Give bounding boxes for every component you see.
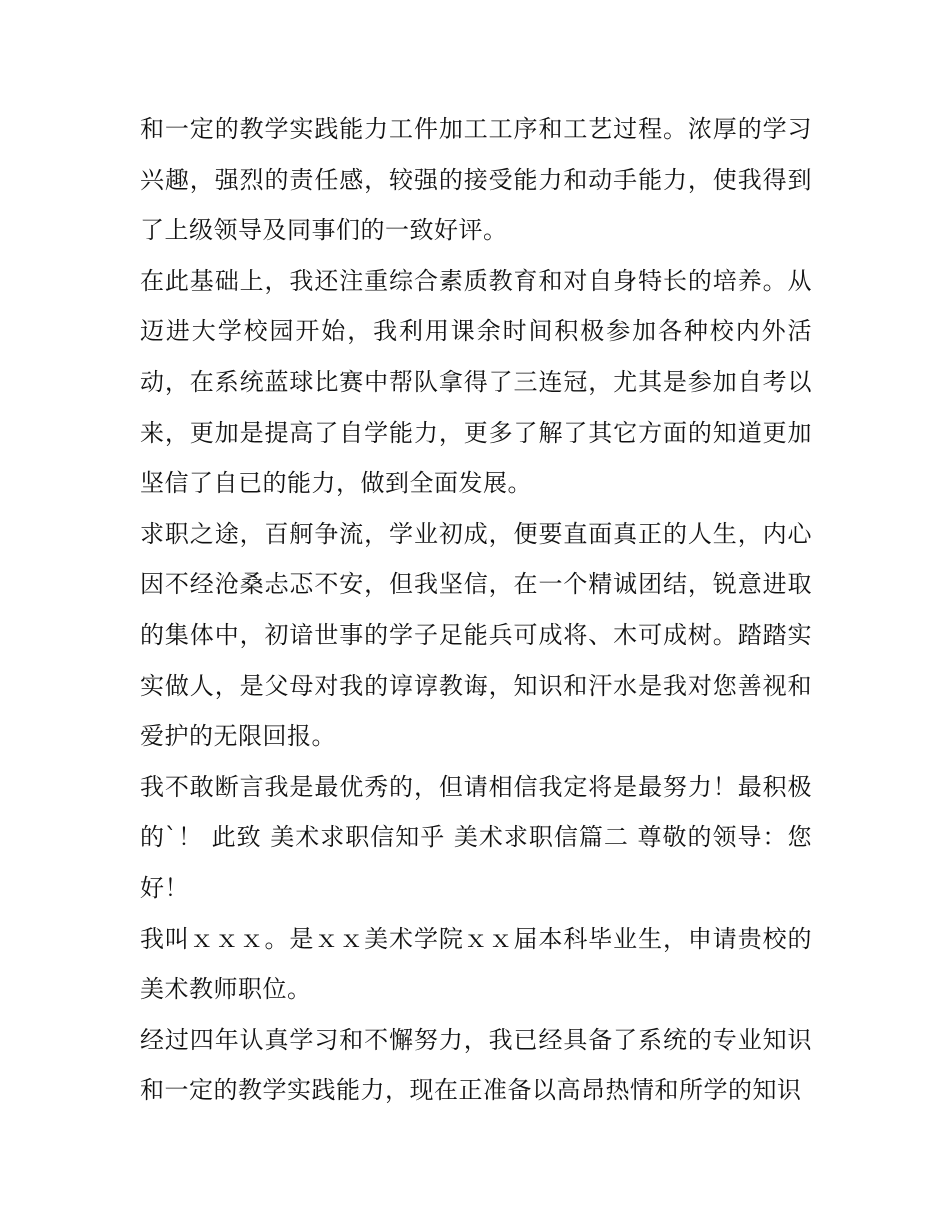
- paragraph-2: 在此基础上，我还注重综合素质教育和对自身特长的培养。从迈进大学校园开始，我利用课余时间积极参加各种校内外活动，在系统蓝球比赛中帮队拿得了三连冠，尤其是参加自考以来，更加是提高了自学能力，更多了解了其它方面的知道更加坚信了自已的能力，做到全面发展。: [140, 266, 812, 498]
- paragraph-6: 经过四年认真学习和不懈努力，我已经具备了系统的专业知识和一定的教学实践能力，现在正准备以高昂热情和所学的知识: [140, 1025, 812, 1105]
- paragraph-5: 我叫ｘｘｘ。是ｘｘ美术学院ｘｘ届本科毕业生，申请贵校的美术教师职位。: [140, 924, 812, 1004]
- paragraph-4: 我不敢断言我是最优秀的，但请相信我定将是最努力！最积极的`！ 此致 美术求职信知乎 美术求职信篇二 尊敬的领导：您好！: [140, 772, 812, 902]
- document-body: [140, 104, 812, 1116]
- paragraph-3: 求职之途，百舸争流，学业初成，便要直面真正的人生，内心因不经沧桑忐忑不安，但我坚信，在一个精诚团结，锐意进取的集体中，初谙世事的学子足能兵可成将、木可成树。踏踏实实做人，是父母对我的谆谆教诲，知识和汗水是我对您善视和爱护的无限回报。: [140, 519, 812, 751]
- paragraph-1: 和一定的教学实践能力工件加工工序和工艺过程。浓厚的学习兴趣，强烈的责任感，较强的接受能力和动手能力，使我得到了上级领导及同事们的一致好评。: [140, 115, 812, 245]
